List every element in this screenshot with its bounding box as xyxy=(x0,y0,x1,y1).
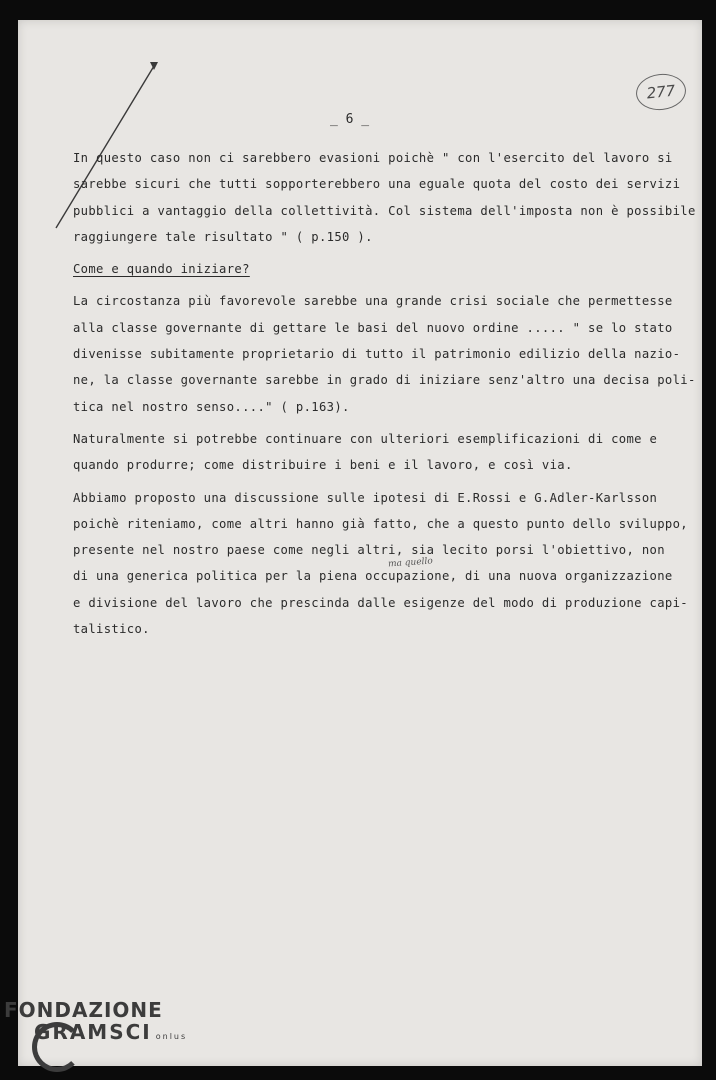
fondazione-gramsci-watermark xyxy=(4,1000,187,1042)
text-line: Abbiamo proposto una discussione sulle ipotesi di E.Rossi e G.Adler-Karlsson xyxy=(73,490,658,505)
page-number: _ 6 _ xyxy=(330,112,370,127)
text-line: In questo caso non ci sarebbero evasioni poichè " con l'esercito del lavoro si xyxy=(73,151,673,165)
text-line: ne, la classe governante sarebbe in grado di iniziare senz'altro una decisa poli- xyxy=(73,373,696,388)
watermark-gramsci: GRAMSCI xyxy=(34,1020,152,1044)
archive-number-stamp: 277 xyxy=(634,71,687,112)
text-line: poichè riteniamo, come altri hanno già fatto, che a questo punto dello sviluppo, xyxy=(73,516,688,531)
text-line: divenisse subitamente proprietario di tutto il patrimonio edilizio della nazio- xyxy=(73,347,681,362)
text-line: sarebbe sicuri che tutti sopporterebbero una eguale quota del costo dei servizi xyxy=(73,177,681,192)
section-heading xyxy=(73,256,673,282)
paragraph-abbiamo xyxy=(73,485,688,643)
handwritten-insertion: ma quello xyxy=(387,556,434,570)
paragraph-naturalmente xyxy=(73,426,673,479)
text-line: di una generica politica per la piena occupazione, di una nuova organizzazione xyxy=(73,569,673,584)
text-line: alla classe governante di gettare le basi del nuovo ordine ..... " se lo stato xyxy=(73,320,673,335)
paragraph-circostanza xyxy=(73,288,696,419)
text-line: talistico. xyxy=(73,622,150,637)
text-line: raggiungere tale risultato " ( p.150 ). xyxy=(73,229,373,244)
text-line: pubblici a vantaggio della collettività. Col sistema dell'imposta non è possibile xyxy=(73,203,696,218)
typed-text-body xyxy=(73,145,696,648)
heading-come-e-quando: Come e quando iniziare? xyxy=(73,262,250,277)
text-line: presente nel nostro paese come negli altri, sia lecito porsi l'obiettivo, non xyxy=(73,543,665,558)
watermark-suffix: onlus xyxy=(155,1032,188,1041)
text-line: Naturalmente si potrebbe continuare con ulteriori esemplificazioni di come e xyxy=(73,431,658,446)
watermark-logo-icon xyxy=(32,1022,82,1072)
text-line: e divisione del lavoro che prescinda dalle esigenze del modo di produzione capi- xyxy=(73,595,688,610)
text-line: La circostanza più favorevole sarebbe una grande crisi sociale che permettesse xyxy=(73,294,673,309)
text-line: quando produrre; come distribuire i beni e il lavoro, e così via. xyxy=(73,458,573,473)
watermark-line1: FONDAZIONE xyxy=(4,998,163,1022)
text-line: tica nel nostro senso...." ( p.163). xyxy=(73,399,350,414)
paragraph-evasioni xyxy=(73,145,696,250)
